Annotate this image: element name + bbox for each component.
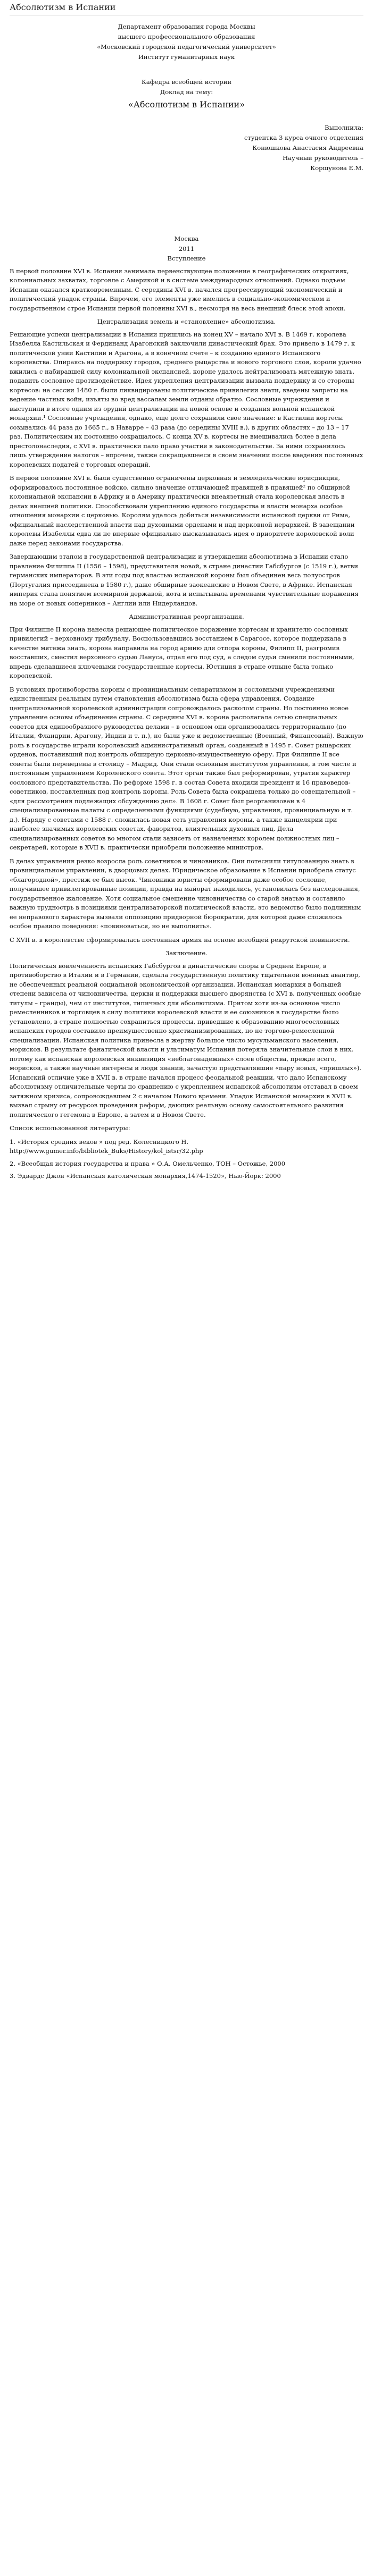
report-type: Доклад на тему:	[160, 88, 213, 96]
paragraph: В первой половине XVI в. были существенно ограничены церковная и земледельческие юрисдикция, сформировалось постоянное войско, сильно значение отличающей правящей в правящей² по обширной колониальной экспансии в Африку и в Америку практически внеаязетный стала королевская власть в делах внешней политики. Способствовали укреплению единого государства и власти монарха особые отношения монархии с церковью. Королям удалось добиться независимости испанской церкви от Рима, официальный наследственной власти над духовными орденами и над церковной иерархией. В завещании королевы Изабеллы едва ли не впервые официально высказывалась идея о приоритете королевской воли даже перед законами государства.	[10, 474, 355, 547]
paragraph: При Филиппе II корона нанесла решающее политическое поражение кортесам и хранителю сословных привилегий – верховному трибуналу. Воспользовавшись восстанием в Сарагосе, которое поддержала в качестве мятежа знать, корона направила на город армию для отпора короны, Филипп II, разгромив восставших, сместил верховного судью Лануса, отдал его под суд, а следом судьи сменили постоянными, впредь сделавшиеся ключевыми государственные кортесы. Юстиция в стране отныне была только королевской.	[10, 625, 354, 679]
header-inst: Институт гуманитарных наук	[138, 53, 235, 61]
city: Москва	[174, 235, 199, 242]
header-edu: высшего профессионального образования	[118, 33, 255, 40]
report-topic: «Абсолютизм в Испании»	[128, 99, 245, 110]
author-name: Конюшкова Анастасия Андреевна	[252, 144, 363, 151]
section-heading-reorganization: Административная реорганизация.	[129, 613, 244, 620]
year: 2011	[178, 245, 195, 252]
paragraph-conclusion: Политическая вовлеченность испанских Габсбургов в династические споры в Средней Европе, в противоборство в Италии и в Германии, сделала государственную политику тщательной военных авантюр, не обеспеченных реальной социальной экономической организации. Испанская монархия в большей степени зависела от чиновничества, церкви и поддержки высшего дворянства (с XVI в. полученных особые титулы – гранды), чем от институтов, типичных для абсолютизма. Притом хотя из-за основное число ремесленников и торговцев в силу политики королевской власти и ее союзников в государстве было установлено, в стране полностью сохраниться процессы, приведшие к образованию многосословных испанских городов составило преимущественно христианизированных, но не торгово-ремесленной специализации. Испанская политика принесла в жертву большое число мусульманского населения, морисков. В результате фанатической власти и ультиматум Испания потеряла значительные слои в них, потому как испанская королевская инквизиция «неблагонадежных» слоев общества, прежде всего, морисков, а также научные интересы и люди знаний, зачастую представлявшие «пару новых, «пришлых»). Испанский отличие уже в XVII в. в стране начался процесс феодальной реакции, что дало Испанскому абсолютизму отличительные черты по сравнению с укреплением испанской абсолютизм отставал в своем затяжном кризиса, сопровождавшем 2 с началом Нового времени. Упадок Испанской монархии в XVII в. вызвал стрыну от ресурсов проведения реформ, дающих реальную основу самостоятельного развития политического гегемона в Европе, а затем и в Новом Свете.	[10, 962, 362, 1118]
supervisor-name: Коршунова Е.М.	[310, 164, 363, 172]
literature-list	[10, 1138, 363, 1181]
author-student: студентка 3 курса очного отделения	[244, 134, 363, 141]
header-dept: Департамент образования города Москвы	[118, 23, 255, 30]
literature-heading: Список использованной литературы:	[10, 1124, 130, 1132]
page-title: Абсолютизм в Испании	[10, 2, 363, 15]
paragraph: С XVII в. в королевстве сформировалась постоянная армия на основе всеобщей рекрутской повинности.	[10, 936, 350, 944]
literature-item: 1. «История средних веков » под ред. Колесницкого Н. http://www.gumer.info/bibliotek_Buks/History/kol_istsr/32.php	[10, 1138, 203, 1155]
section-heading-conclusion: Заключение.	[165, 949, 208, 957]
intro-heading: Вступление	[167, 255, 206, 262]
supervisor-label: Научный руководитель –	[283, 154, 363, 162]
chair-label: Кафедра всеобщей истории	[142, 78, 231, 86]
header-univ: «Московский городской педагогический университет»	[96, 43, 277, 50]
document-page	[0, 2, 373, 1197]
literature-item: 2. «Всеобщая история государства и права » О.А. Омельченко, ТОН – Остожье, 2000	[10, 1159, 286, 1167]
paragraph-intro: В первой половине XVI в. Испания занимала первенствующее положение в географических открытиях, колониальных захватах, торговле с Америкой и в системе международных отношений. Однако подъем Испании оказался кратковременным. С середины XVI в. начался прогрессирующий экономический и политический упадок страны. Впрочем, его элементы уже имелись в социально-экономическом и государственном строе Испании первой половины XVI в., несмотря на весь внешний блеск этой эпохи.	[10, 267, 349, 312]
paragraph: В условиях противоборства короны с провинциальным сепаратизмом и сословными учреждениями единственным реальным путем становления абсолютизма была сфера управления. Создание централизованной королевской администрации сопровождалось расколом страны. Но постоянно новое управление основы объединение страны. С середины XVI в. корона располагала сетью специальных советов для единообразного руководства делами – в основном они организовались территориально (по Италии, Фландрии, Арагону, Индии и т. п.), но были уже и ведомственные (Военный, Финансовый). Важную роль в государстве играли королевский административный орган, созданный в 1495 г. Совет рыцарских орденов, поставивший под контроль обширную церковно-имущественную сферу. При Филиппе II все советы были переведены в столицу – Мадрид. Они стали основным институтом управления, в том числе и постоянным управлением Королевского совета. Этот орган также был реформирован, утратив характер сословного представительства. По реформе 1598 г. в состав Совета входили президент и 16 правоведов-советников, поставленных под контроль короны. Роль Совета была сокращена только до совещательной – «для рассмотрения подлежащих обсуждению дел». В 1608 г. Совет был реорганизован в 4 специализированные палаты с определенными функциями (судебную, управления, провинциальную и т. д.). Наряду с советами с 1588 г. сложилась новая сеть управления короны, а также канцелярии при наиболее значимых королевских советах, фаворитов, влиятельных духовных лиц. Дела специализированных советов во многом стали зависеть от назначенных королем должностных лиц – секретарей, которые в XVII в. практически приобрели положение министров.	[10, 685, 363, 851]
author-label: Выполнила:	[325, 124, 363, 131]
literature-item: 3. Эдвардс Джон «Испанская католическая монархия,1474-1520», Нью-Йорк: 2000	[10, 1172, 281, 1180]
paragraph: Завершающим этапом в государственной централизации и утверждении абсолютизма в Испании стало правление Филиппа II (1556 – 1598), представителя новой, в стране династии Габсбургов (с 1519 г.), ветви германских императоров. В эти годы под властью испанской короны был объединен весь полуостров (Португалия присоединена в 1580 г.), даже обширные заокеанские в Новом Свете, в Африке. Испанская империя стала понятием всемирной державой, кота и испытывала временами чувствительные поражения на море от новых соперников – Англии или Нидерландов.	[10, 553, 359, 607]
section-heading-centralization: Централизация земель и «становление» абсолютизма.	[97, 318, 276, 325]
paragraph: В делах управления резко возросла роль советников и чиновников. Они потеснили титулованную знать в провинциальном управлении, в дворцовых делах. Юридическое образование в Испании приобрела статус «благородной», престиж ее был высок. Чиновники юристы сформировали даже особое сословие, получившее привилегированные позиции, правда на майорат находились, установилась без наследования, государственное жалование. Хотя социальное смешение чиновничества со старой знатью и составило важную труднострь в позициями централизаторской политической власти, это ведомство было подлинным ее неправового характера вызвали оппозицию придворной бюрократии, для которой даже сложилось особое правило поведения: «повиноваться, но не выполнять».	[10, 857, 361, 930]
paragraph: Решающие успехи централизации в Испании пришлись на конец XV – начало XVI в. В 1469 г. королева Изабелла Кастильская и Фердинанд Арагонский заключили династический брак. Это привело в 1479 г. к политической унии Кастилии и Арагона, а в конечном счете – к созданию единого Испанского королевства. Опираясь на поддержку городов, среднего рыцарства и нового торгового слоя, короли удачно вжились с набиравшей силу колониальной экспансией, короне удалось нейтрализовать мятежную знать, подавить сословное противодействие. Идея укрепления централизации вызвала поддержку и со стороны кортесов: на сессии 1480 г. были ликвидированы политические привилегии знати, введены запреты на ведение частных войн, изъяты во вред вассалам земли отданы обратно. Сословные учреждения и выступили в итоге одним из орудий централизации на новой основе и создания вольной испанской монархии.¹ Сословные учреждения, однако, еще долго сохранили свое значение: в Кастилии кортесы созывались 44 раза до 1665 г., в Наварре – 43 раза (до середины XVIII в.), в других областях – до 13 – 17 раз. Политическим их постоянно сокращалось. С конца XV в. кортесы не вмешивались более в дела престолонаследия, с XVI в. практически пало право участия в законодательстве. За ними сохранилось лишь утверждение налогов – впрочем, также сокращавшееся в своем значении после введения постоянных королевских податей с торговых операций.	[10, 330, 363, 468]
